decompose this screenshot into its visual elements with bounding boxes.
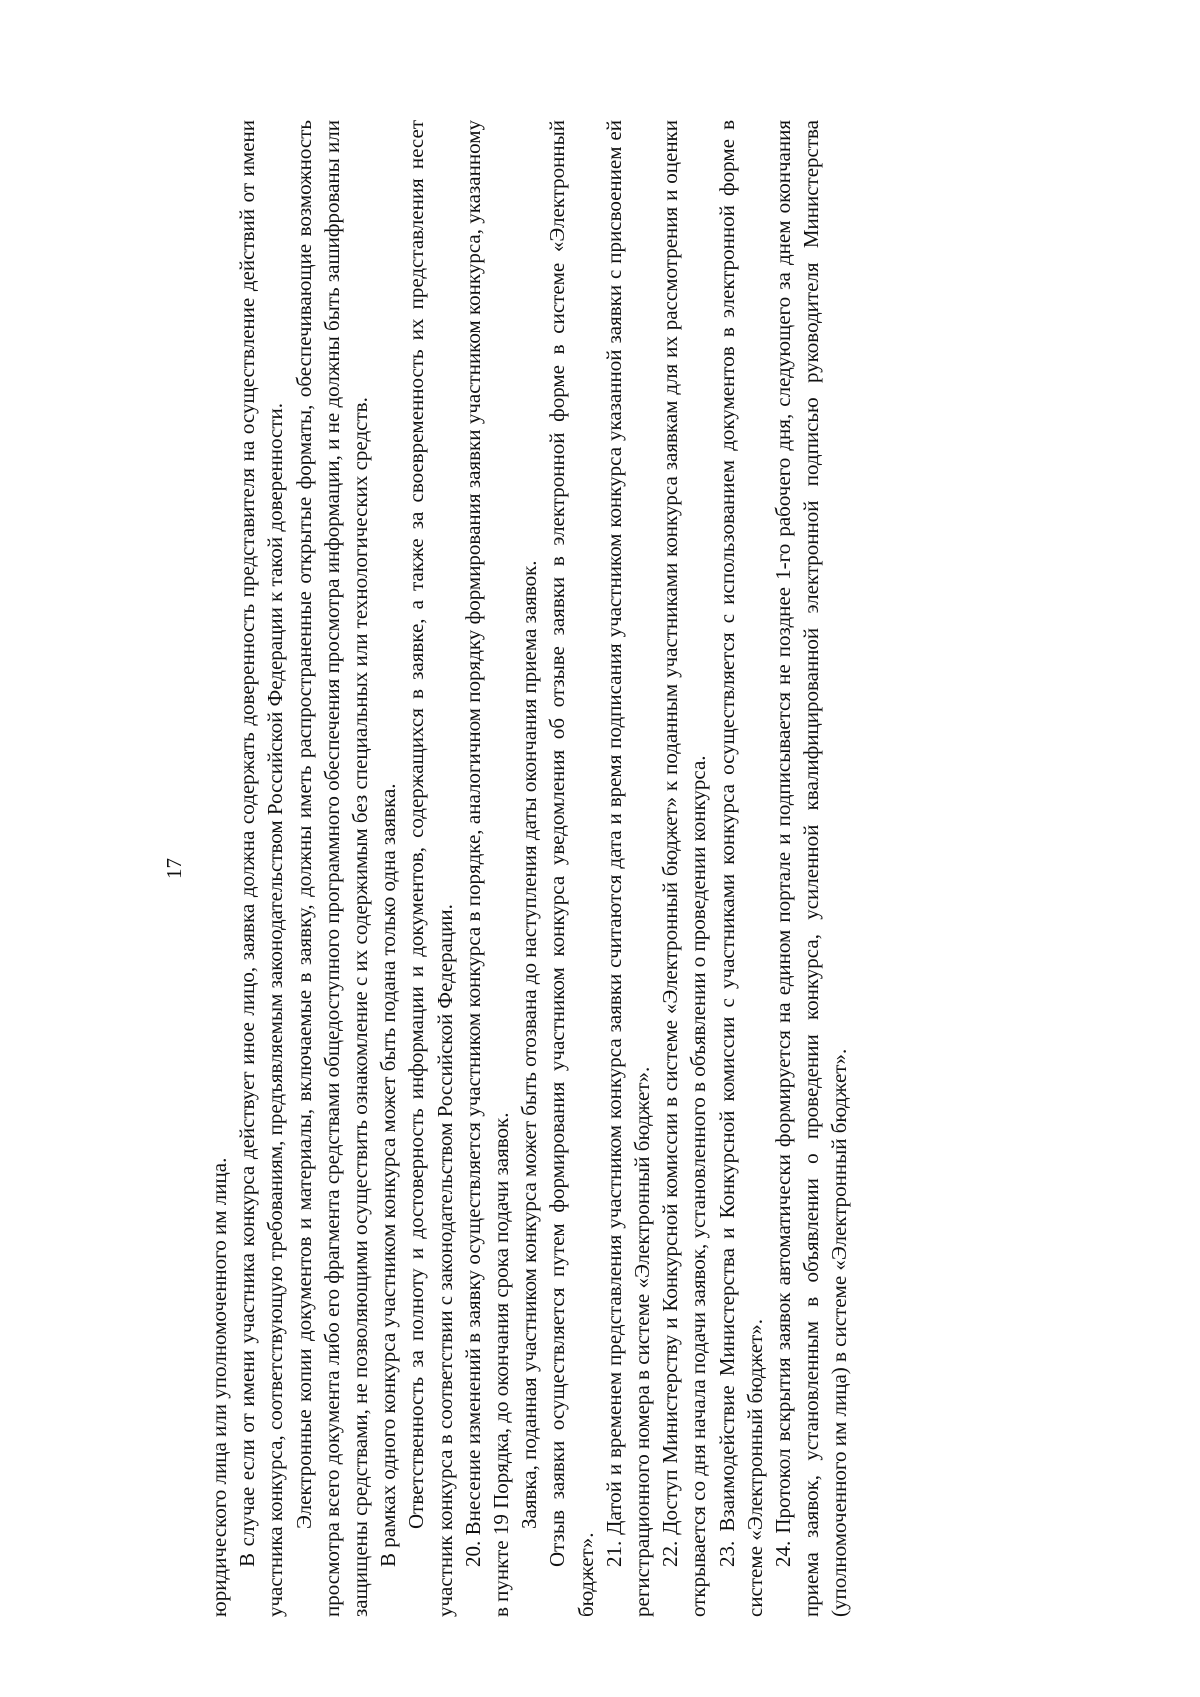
paragraph-withdrawal-notice: Отзыв заявки осуществляется путем формирования участником конкурса уведомления об отзыве заявки в электронной форме в системе «Электронный бюджет». bbox=[545, 120, 598, 1617]
paragraph-responsibility: Ответственность за полноту и достоверность информации и документов, содержащихся в заявке, а также за своевременность их представления несет участник конкурса в соответствии с законодательством Российской Федерации. bbox=[404, 120, 457, 1617]
paragraph-24: 24. Протокол вскрытия заявок автоматически формируется на едином портале и подписывается не позднее 1-го рабочего дня, следующего за днем окончания приема заявок, установленным в объявлении о проведении конкурса, усиленной квалифицированной электронной подписью руководителя Министерства (уполномоченного им лица) в системе «Электронный бюджет». bbox=[771, 120, 852, 1617]
paragraph-continuation: юридического лица или уполномоченного им лица. bbox=[206, 1157, 231, 1617]
paragraph-withdrawal: Заявка, поданная участником конкурса может быть отозвана до наступления даты окончания приема заявок. bbox=[517, 560, 542, 1529]
page-number: 17 bbox=[162, 858, 186, 879]
paragraph-one-application: В рамках одного конкурса участником конкурса может быть подана только одна заявка. bbox=[376, 783, 401, 1567]
rotated-text-block bbox=[160, 120, 1060, 1617]
paragraph-23: 23. Взаимодействие Министерства и Конкурсной комиссии с участниками конкурса осуществляется с использованием документов в электронной форме в системе «Электронный бюджет». bbox=[714, 120, 767, 1617]
paragraph-22: 22. Доступ Министерству и Конкурсной комиссии в системе «Электронный бюджет» к поданным участниками конкурса заявкам для их рассмотрения и оценки открывается со дня начала подачи заявок, установленного в объявлении о проведении конкурса. bbox=[658, 120, 711, 1617]
paragraph-21: 21. Датой и временем представления участником конкурса заявки считаются дата и время подписания участником конкурса указанной заявки с присвоением ей регистрационного номера в системе «Электронный бюджет». bbox=[601, 120, 655, 1617]
paragraph-20: 20. Внесение изменений в заявку осуществляется участником конкурса в порядке, аналогичном порядку формирования заявки участником конкурса, указанному в пункте 19 Порядка, до окончания срока подачи заявок. bbox=[460, 120, 514, 1617]
paragraph-proxy: В случае если от имени участника конкурса действует иное лицо, заявка должна содержать доверенность представителя на осуществление действий от имени участника конкурса, соответствующую требованиям, предъявляемым законодательством Российской Федерации к такой доверенности. bbox=[235, 120, 288, 1617]
paragraph-electronic-copies: Электронные копии документов и материалы, включаемые в заявку, должны иметь распространенные открытые форматы, обеспечивающие возможность просмотра всего документа либо его фрагмента средствами общедоступного программного обеспечения просмотра информации, и не должны быть зашифрованы или защищены средствами, не позволяющими осуществить ознакомление с их содержимым без специальных или технологических средств. bbox=[291, 120, 372, 1617]
